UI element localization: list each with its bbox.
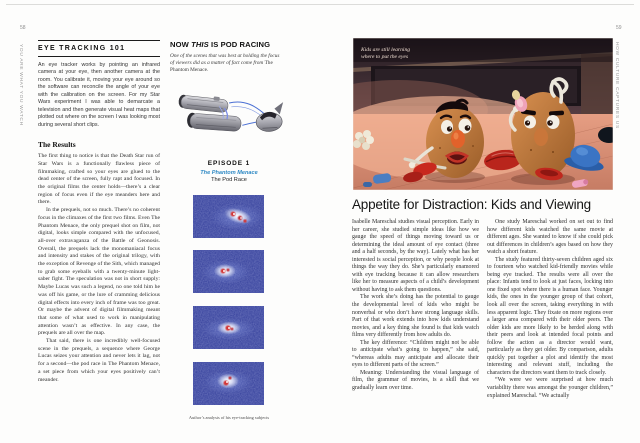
- article-column-2: [487, 219, 613, 400]
- results-heading: The Results: [38, 140, 76, 150]
- episode-label: EPISODE 1: [207, 160, 251, 167]
- results-paragraph: That said, there is one incredibly well-focused scene in the prequels, a sequence where George Lucas seizes your attention and never lets it lag, not for a second—the pod race in The Phantom Menace, a set piece from which your eyes positively can’t meander.: [38, 338, 160, 383]
- article-paragraph: Meaning: Understanding the visual language of film, the grammar of movies, is a skill that we gradually learn over time.: [352, 369, 479, 392]
- article-paragraph: One study Mareschal worked on set out to find how different kids watched the same movie at different ages. She wanted to know if she could pick out differences in children’s ages based on how they watch a short feature.: [487, 219, 613, 256]
- article-column-1: [352, 219, 479, 393]
- photo-caption: Kids are still learning where to put the eyes: [361, 47, 411, 60]
- eye-tracking-heatmap-4: [193, 362, 264, 405]
- feature-box-intro: An eye tracker works by pointing an infrared camera at your eye, then another camera at the room. You calibrate it, moving your eye around so the software can reconcile the angle of your eye with the calibration on the screen. For my Star Wars experiment I was able to demarcate a television and then generate visual heat maps that plotted out where on the screen I was looking most during several short clips.: [38, 61, 160, 128]
- feature-box-title: EYE TRACKING 101: [38, 45, 126, 53]
- eye-tracking-heatmap-1: [193, 195, 264, 238]
- results-paragraph: In the prequels, not so much. There’s no coherent focus in the climaxes of the first two films. Even The Phantom Menace, the only prequel shot on film, not digital, looks simple compared with the unfocused, all-over extravaganza of the Battle of Geonosis. Overall, the prequels lack the monomaniacal focus and intensity and stakes of the original trilogy, with the exception of Revenge of the Sith, which managed to grab some eyeballs with a twenty-minute light-saber fight. The speculation was not in short supply: Maybe Lucas was such a legend, no one told him he was off his game, or the lure of cramming delicious digital effects into every inch of frame was too great. Or maybe the advent of digital filmmaking meant that some of what used to work in manipulating attention wasn’t as effective. In any case, the prequels are all over the map.: [38, 207, 160, 337]
- pod-racing-column: [170, 40, 288, 421]
- heatmap-caption: Author’s analysis of his eye-tracking subjects: [188, 416, 270, 421]
- scene-title: The Pod Race: [211, 177, 247, 183]
- article-title: Appetite for Distraction: Kids and Viewing: [352, 197, 591, 212]
- left-page-number: 58: [20, 25, 26, 31]
- eye-tracking-heatmap-3: [193, 306, 264, 349]
- left-running-head: YOU ARE WHAT YOU WATCH: [18, 44, 23, 126]
- pod-racing-title: NOW THIS IS POD RACING: [170, 40, 271, 49]
- page-top-edge: [6, 4, 634, 5]
- article-paragraph: The work she’s doing has the potential to gauge the developmental level of kids who might be nonverbal or who don’t have strong language skills. Part of that work extends into how kids understand movies, and a key thing she found is that kids watch films very differently from how adults do.: [352, 294, 479, 339]
- box-rule-bottom: [38, 56, 160, 57]
- results-paragraph: The first thing to notice is that the Death Star run of Star Wars is a functionally flawless piece of filmmaking, crafted so your eyes are glued to the dead center of the screen, fully rapt and focused. In the original films the center holds—there’s a clear region of focus even if the eye meanders here and there.: [38, 153, 160, 206]
- episode-block: [170, 160, 288, 183]
- film-still-toy-story: [353, 38, 613, 190]
- film-title: The Phantom Menace: [200, 169, 258, 176]
- results-body: [38, 153, 160, 384]
- article-paragraph: The key difference: “Children might not be able to anticipate what’s going to happen,” she said, “whereas adults may anticipate and allocate their eyes to different parts of the screen.”: [352, 339, 479, 369]
- article-paragraph: The study featured thirty-seven children aged six to fourteen who watched kid-friendly movies while being eye tracked. The results were all over the place: Infants tend to look at just faces, locking into one fixed spot where there is a human face. Younger kids, the ones in the younger group of that cohort, look all over the screen, taking everything in with less apparent logic. They fixate on more regions over a larger area compared with their older peers. The older kids are more likely to be herded along with their peers and look at intended focal points and follow the action as a director would want, particularly as they get older. By comparison, adults quickly put together a plot and identify the most interesting and relevant stuff, including the characters the directors want them to track closely.: [487, 256, 613, 376]
- right-page-number: 59: [616, 25, 622, 31]
- eye-tracking-column: [38, 40, 160, 384]
- eye-tracking-heatmap-2: [193, 250, 264, 293]
- pod-racing-caption: One of the scenes that was best at holding the focus of viewers did as a matter of fact come from The Phantom Menace.: [170, 53, 280, 73]
- box-rule-top: [38, 40, 160, 41]
- podracer-illustration: [174, 84, 284, 156]
- article-paragraph: Isabelle Mareschal studies visual perception. Early in her career, she studied simple ideas like how we gauge the speed of things moving toward us or determining the ideal amount of eye contact (three and a half seconds, by the way). Lately what has her interested is social perception, or why people look at things the way they do. She’s particularly enamored with eye tracking because it can allow researchers like her to measure aspects of a child’s development without having to ask them questions.: [352, 219, 479, 293]
- right-running-head: HOW CULTURE CAPTURES US: [614, 42, 619, 129]
- article-paragraph: “We were we were surprised at how much variability there was amongst the younger children,” explained Mareschal. “We actually: [487, 377, 613, 399]
